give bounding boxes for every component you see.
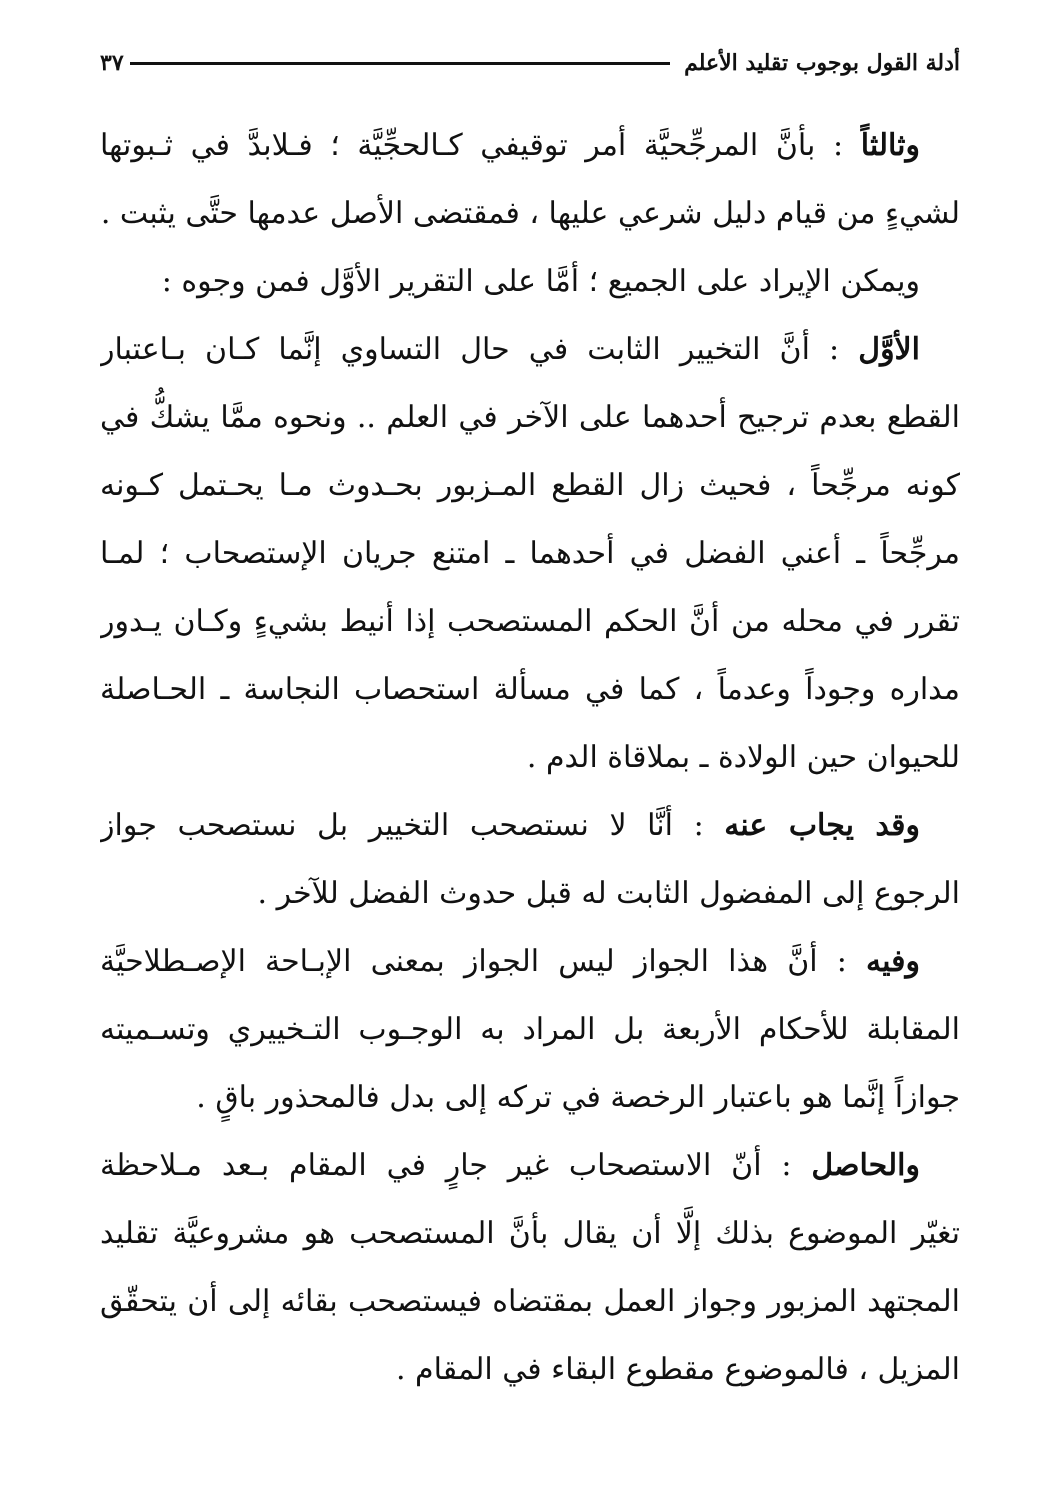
header-title: أدلة القول بوجوب تقليد الأعلم [684,50,960,76]
text-line [100,724,960,792]
line-text: : بأنَّ المرجِّحيَّة أمر توقيفي كـالحجِّيَّة ؛ فـلابدَّ في ثـبوتها [100,128,861,163]
line-text: القطع بعدم ترجيح أحدهما على الآخر في العلم .. ونحوه ممَّا يشكُّ في [100,400,960,435]
text-line [100,996,960,1064]
text-line [100,1200,960,1268]
line-text: للحيوان حين الولادة ـ بملاقاة الدم . [526,740,960,775]
text-line [100,316,960,384]
text-line [100,1064,960,1132]
paragraph-lead: الأوَّل [858,332,920,367]
line-text: المجتهد المزبور وجواز العمل بمقتضاه فيستصحب بقائه إلى أن يتحقّق [100,1284,960,1319]
text-line [100,452,960,520]
paragraph-lead: وفيه [866,944,920,979]
line-text: المزيل ، فالموضوع مقطوع البقاء في المقام . [395,1352,960,1387]
line-text: لشيءٍ من قيام دليل شرعي عليها ، فمقتضى الأصل عدمها حتَّى يثبت . [100,196,960,231]
line-text: تقرر في محله من أنَّ الحكم المستصحب إذا أنيط بشيءٍ وكـان يـدور [100,604,960,639]
line-text: كونه مرجِّحاً ، فحيث زال القطع المـزبور بحـدوث مـا يحـتمل كـونه [100,468,960,503]
paragraph-lead: والحاصل [811,1148,920,1183]
text-line [100,1268,960,1336]
line-text: الرجوع إلى المفضول الثابت له قبل حدوث الفضل للآخر . [257,876,960,911]
text-line [100,1132,960,1200]
text-line [100,588,960,656]
text-line [100,1336,960,1404]
text-line [100,928,960,996]
line-text: : أنَّ التخيير الثابت في حال التساوي إنَّما كـان بـاعتبار [100,332,859,367]
paragraph-lead: وقد يجاب عنه [724,808,920,843]
line-text: مرجِّحاً ـ أعني الفضل في أحدهما ـ امتنع جريان الإستصحاب ؛ لمـا [100,536,960,571]
line-text: المقابلة للأحكام الأربعة بل المراد به الوجـوب التـخييري وتسـميته [100,1012,960,1047]
book-page [100,40,960,1440]
line-text: : أنَّا لا نستصحب التخيير بل نستصحب جواز [100,808,725,843]
line-text: تغيّر الموضوع بذلك إلَّا أن يقال بأنَّ المستصحب هو مشروعيَّة تقليد [100,1216,960,1251]
running-header [100,40,960,86]
line-text: ويمكن الإيراد على الجميع ؛ أمَّا على التقرير الأوَّل فمن وجوه : [161,264,920,299]
line-text: جوازاً إنَّما هو باعتبار الرخصة في تركه إلى بدل فالمحذور باقٍ . [196,1080,960,1115]
paragraph-lead: وثالثاً [860,128,920,163]
text-line [100,112,960,180]
line-text: مداره وجوداً وعدماً ، كما في مسألة استحصاب النجاسة ـ الحـاصلة [100,672,960,707]
text-line [100,180,960,248]
page-number: ٣٧ [100,50,124,76]
line-text: : أنّ الاستصحاب غير جارٍ في المقام بـعد مـلاحظة [100,1148,812,1183]
body-text [100,112,960,1404]
text-line [100,248,960,316]
text-line [100,792,960,860]
text-line [100,656,960,724]
line-text: : أنَّ هذا الجواز ليس الجواز بمعنى الإبـاحة الإصـطلاحيَّة [100,944,867,979]
text-line [100,860,960,928]
header-rule [130,62,670,65]
text-line [100,520,960,588]
text-line [100,384,960,452]
